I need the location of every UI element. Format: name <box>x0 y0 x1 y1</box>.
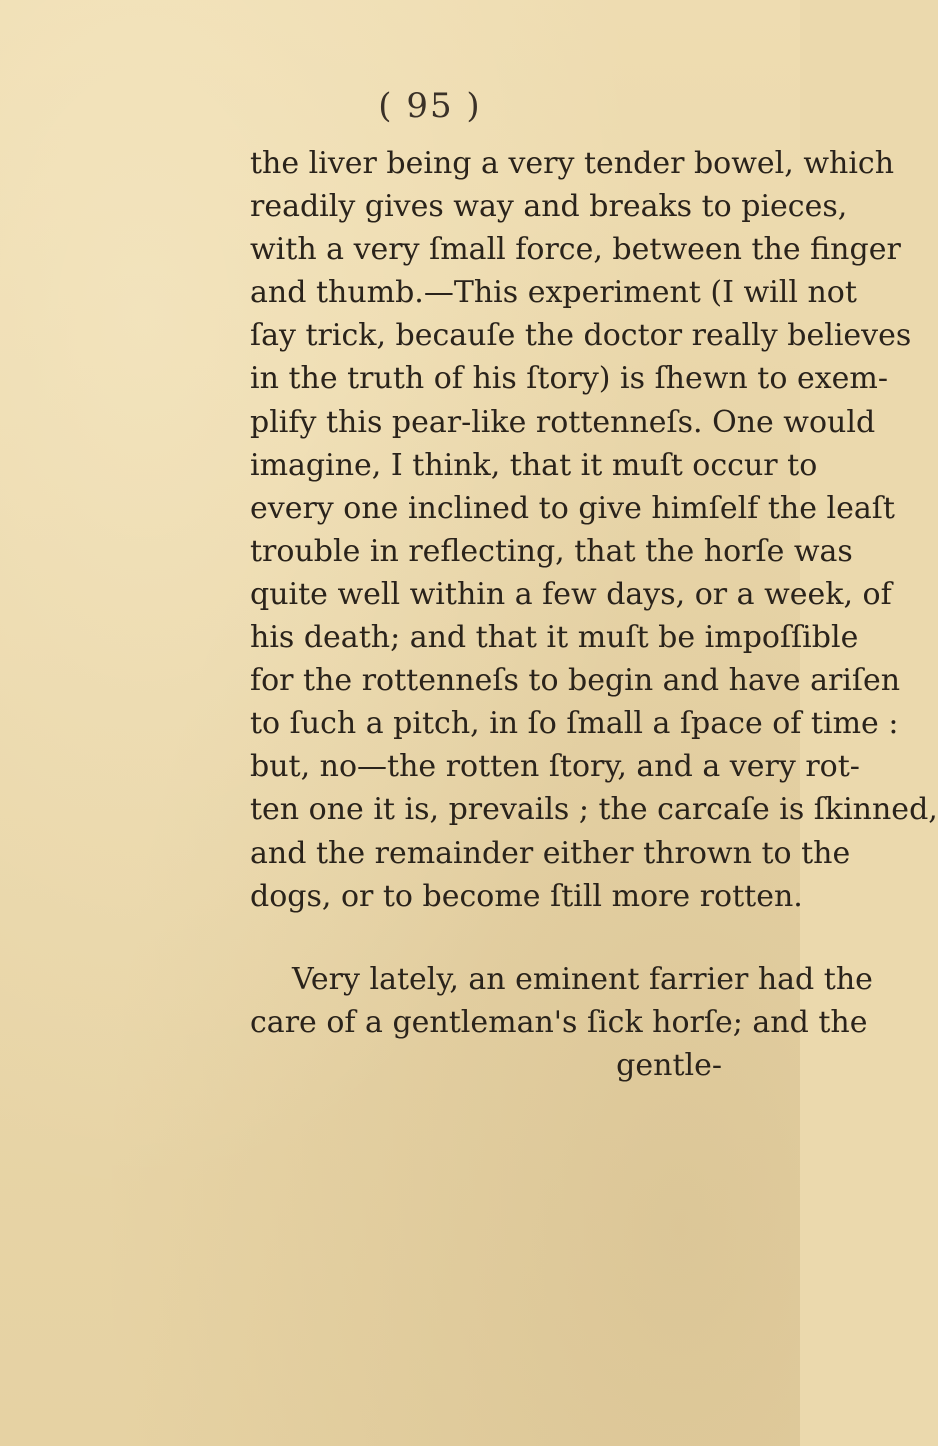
text-line: the liver being a very tender bowel, which <box>250 146 895 181</box>
text-line: care of a gentleman's ſick horſe; and the <box>250 1004 868 1040</box>
catchword: gentle- <box>616 1047 722 1083</box>
page-number: ( 95 ) <box>378 86 482 126</box>
body-text <box>250 142 938 1087</box>
text-line: dogs, or to become ſtill more rotten. <box>250 878 803 914</box>
paragraph-break <box>250 918 722 958</box>
text-line: ten one it is, prevails ; the carcaſe is ſkinned, <box>250 792 938 828</box>
text-line: every one inclined to give himſelf the leaſt <box>250 490 895 526</box>
text-line: ſay trick, becauſe the doctor really believes <box>250 318 912 354</box>
text-line: and the remainder either thrown to the <box>250 835 851 871</box>
text-line: for the rottenneſs to begin and have ariſen <box>250 663 901 699</box>
text-line: and thumb.—This experiment (I will not <box>250 275 857 311</box>
text-line: to ſuch a pitch, in ſo ſmall a ſpace of time : <box>250 706 899 742</box>
text-line: but, no—the rotten ſtory, and a very rot- <box>250 749 860 785</box>
text-line: imagine, I think, that it muſt occur to <box>250 447 818 483</box>
text-line: his death; and that it muſt be impoſſible <box>250 620 859 656</box>
text-line: with a very ſmall force, between the finger <box>250 232 901 268</box>
text-line: readily gives way and breaks to pieces, <box>250 189 848 225</box>
text-line: trouble in reflecting, that the horſe was <box>250 533 853 569</box>
text-line: in the truth of his ſtory) is ſhewn to exem- <box>250 361 888 397</box>
text-line: plify this pear-like rottenneſs. One would <box>250 404 876 440</box>
text-line: Very lately, an eminent farrier had the <box>292 961 873 997</box>
text-line: quite well within a few days, or a week, of <box>250 576 892 612</box>
